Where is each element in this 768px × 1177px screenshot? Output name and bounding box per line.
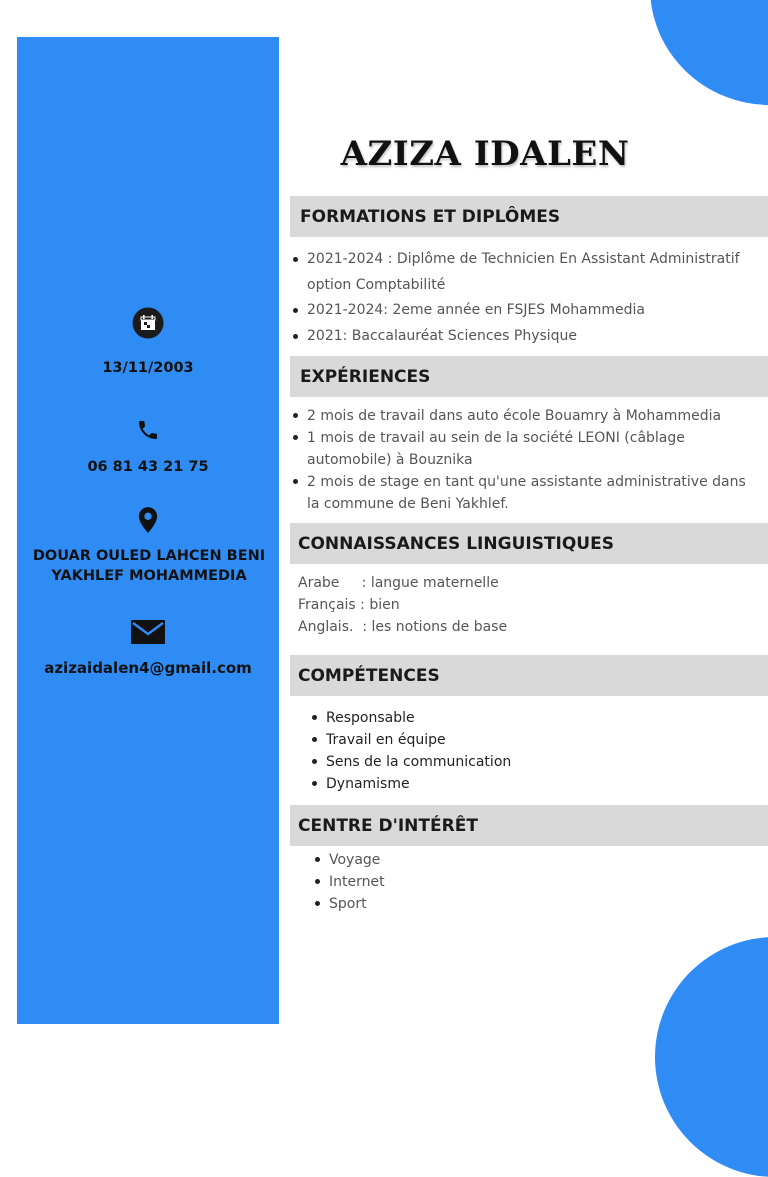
list-item: Travail en équipe xyxy=(326,729,626,751)
calendar-icon xyxy=(131,306,165,340)
decorative-circle-bottom xyxy=(655,937,768,1177)
list-item: Internet xyxy=(329,871,629,893)
phone-number: 06 81 43 21 75 xyxy=(87,459,209,475)
list-item: Sens de la communication xyxy=(326,751,626,773)
section-header-competences: COMPÉTENCES xyxy=(290,655,768,696)
formations-list xyxy=(307,247,747,349)
list-item: 2021-2024 : Diplôme de Technicien En Assistant Administratif option Comptabilité xyxy=(307,247,747,298)
address: DOUAR OULED LAHCEN BENI YAKHLEF MOHAMMEDIA xyxy=(32,548,266,584)
mail-icon xyxy=(131,615,165,649)
email[interactable]: azizaidalen4@gmail.com xyxy=(44,659,252,677)
decorative-circle-top xyxy=(650,0,768,105)
section-header-langues: CONNAISSANCES LINGUISTIQUES xyxy=(290,523,768,564)
list-item: Voyage xyxy=(329,849,629,871)
list-item: Responsable xyxy=(326,707,626,729)
list-item: Dynamisme xyxy=(326,773,626,795)
list-item: 2021-2024: 2eme année en FSJES Mohammedia xyxy=(307,298,747,324)
competences-list xyxy=(326,707,626,795)
list-item: 1 mois de travail au sein de la société LEONI (câblage automobile) à Bouznika xyxy=(307,427,747,471)
candidate-name: AZIZA IDALEN xyxy=(340,134,630,174)
section-header-experiences: EXPÉRIENCES xyxy=(290,356,768,397)
list-item: 2 mois de travail dans auto école Bouamry à Mohammedia xyxy=(307,405,747,427)
phone-icon xyxy=(131,413,165,447)
list-item: Sport xyxy=(329,893,629,915)
language-row: Arabe : langue maternelle xyxy=(298,575,499,591)
list-item: 2 mois de stage en tant qu'une assistante administrative dans la commune de Beni Yakhlef. xyxy=(307,471,747,515)
experiences-list xyxy=(307,405,747,515)
languages-list xyxy=(298,572,718,638)
language-row: Français : bien xyxy=(298,597,400,613)
location-pin-icon xyxy=(131,503,165,537)
section-header-interets: CENTRE D'INTÉRÊT xyxy=(290,805,768,846)
birth-date: 13/11/2003 xyxy=(102,360,194,376)
list-item: 2021: Baccalauréat Sciences Physique xyxy=(307,324,747,350)
interets-list xyxy=(329,849,629,915)
section-header-formations: FORMATIONS ET DIPLÔMES xyxy=(290,196,768,237)
language-row: Anglais. : les notions de base xyxy=(298,619,508,635)
